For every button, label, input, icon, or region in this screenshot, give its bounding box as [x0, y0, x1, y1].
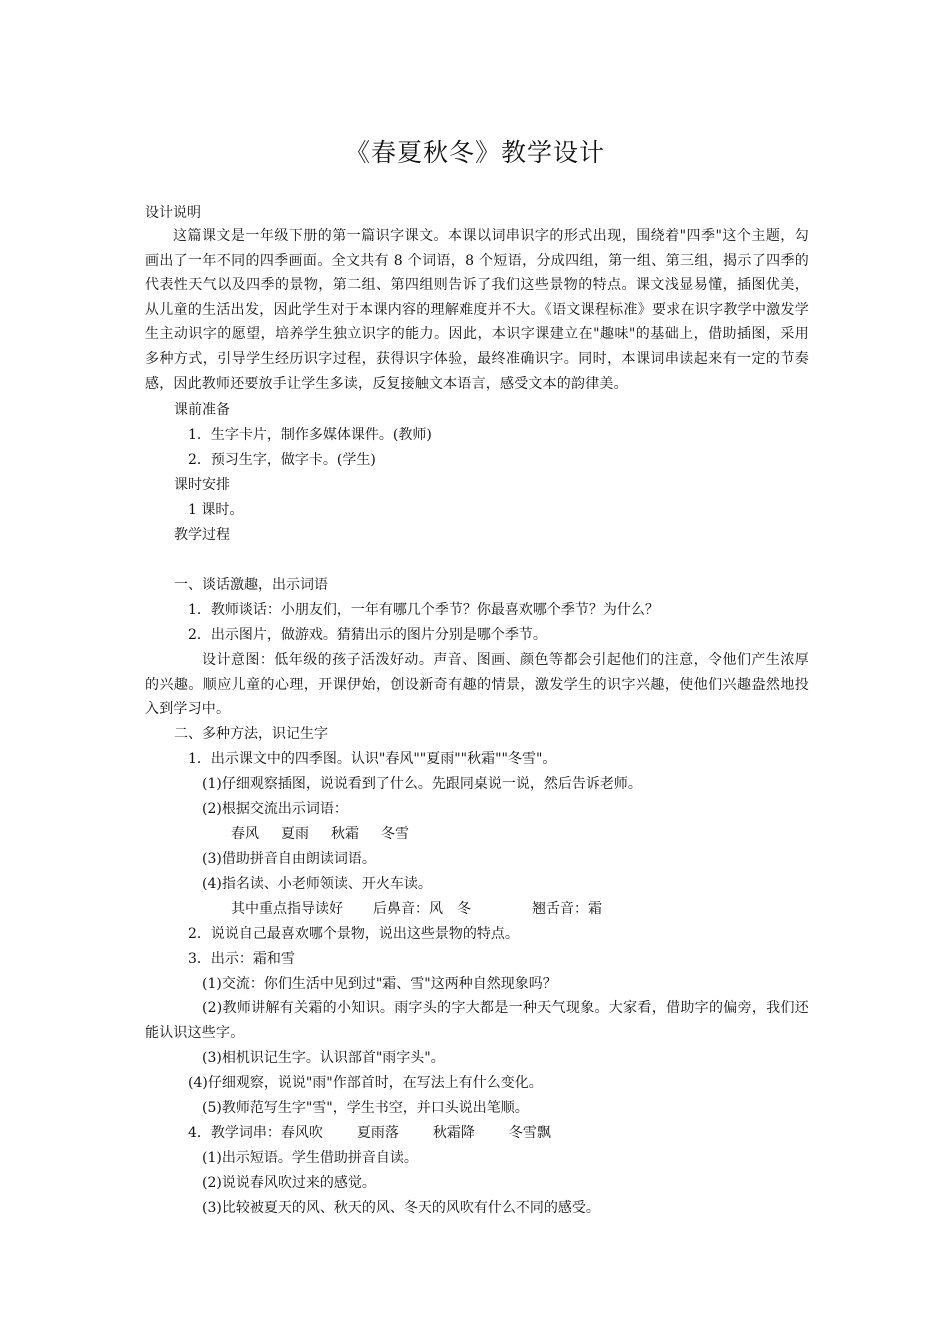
word-item: 春风 [231, 826, 259, 842]
part2-item-4c: (3)比较被夏天的风、秋天的风、冬天的风吹有什么不同的感受。 [202, 1200, 600, 1216]
phrase-item: 秋霜降 [432, 1125, 475, 1141]
document-title: 《春夏秋冬》教学设计 [344, 138, 605, 167]
focus-retroflex: 翘舌音：霜 [532, 901, 602, 917]
part2-item-1d: (4)指名读、小老师领读、开火车读。 [202, 876, 432, 892]
intro-paragraph: 这篇课文是一年级下册的第一篇识字课文。本课以词串识字的形式出现，围绕着"四季"这个主题，勾画出了一年不同的四季画面。全文共有 8 个词语，8 个短语，分成四组，第一组、第三组，揭示了四季的代表性天气以及四季的景物，第二组、第四组则告诉了我们这些景物的特点。课文浅显易懂，插图优美，从儿童的生活出发，因此学生对于本课内容的理解难度并不大。《语文课程标准》要求在识字教学中激发学生主动识字的愿望，培养学生独立识字的能力。因此，本识字课建立在"趣味"的基础上，借助插图，采用多种方式，引导学生经历识字过程，获得识字体验，最终准确识字。同时，本课词串读起来有一定的节奏感，因此教师还要放手让学生多读，反复接触文本语言，感受文本的韵律美。 [145, 228, 809, 392]
part2-item-2: 2．说说自己最喜欢哪个景物，说出这些景物的特点。 [188, 926, 519, 942]
word-item: 秋霜 [331, 826, 359, 842]
part2-item-1a: (1)仔细观察插图，说说看到了什么。先跟同桌说一说，然后告诉老师。 [202, 776, 642, 792]
section-heading-design-note: 设计说明 [145, 205, 201, 221]
word-item: 夏雨 [281, 826, 309, 842]
word-item: 冬雪 [381, 826, 409, 842]
design-intent-paragraph: 设计意图：低年级的孩子活泼好动。声音、图画、颜色等都会引起他们的注意，令他们产生浓厚的兴趣。顺应儿童的心理，开课伊始，创设新奇有趣的情景，激发学生的识字兴趣，使他们兴趣盎然地投入到学习中。 [145, 652, 809, 718]
phrase-item: 冬雪飘 [508, 1125, 551, 1141]
part2-item-4 [188, 1123, 551, 1143]
part2-item-3e: (5)教师范写生字"雪"，学生书空，并口头说出笔顺。 [202, 1100, 529, 1116]
part2-item-3c: (3)相机识记生字。认识部首"雨字头"。 [202, 1050, 445, 1066]
part1-item-2: 2．出示图片，做游戏。猜猜出示的图片分别是哪个季节。 [188, 627, 547, 643]
part2-item-3: 3．出示：霜和雪 [188, 951, 295, 967]
phrase-item: 春风吹 [280, 1125, 323, 1141]
prep-item-2: 2．预习生字，做字卡。(学生) [188, 452, 376, 468]
word-list [231, 824, 409, 844]
schedule-value: 1 课时。 [188, 502, 244, 518]
part1-heading: 一、谈话激趣，出示词语 [174, 577, 328, 593]
part1-item-1: 1．教师谈话：小朋友们，一年有哪几个季节？你最喜欢哪个季节？为什么？ [188, 602, 659, 618]
part2-item-4b: (2)说说春风吹过来的感觉。 [202, 1175, 376, 1191]
heading-process: 教学过程 [174, 527, 230, 543]
part2-item-4-label: 4．教学词串： [188, 1125, 281, 1141]
part2-item-4a: (1)出示短语。学生借助拼音自读。 [202, 1150, 418, 1166]
prep-item-1: 1．生字卡片，制作多媒体课件。(教师) [188, 427, 432, 443]
heading-schedule: 课时安排 [174, 477, 230, 493]
part2-item-1c: (3)借助拼音自由朗读词语。 [202, 851, 376, 867]
part2-item-1b: (2)根据交流出示词语： [202, 801, 348, 817]
part2-item-3a: (1)交流：你们生活中见到过"霜、雪"这两种自然现象吗？ [202, 976, 557, 992]
heading-prep: 课前准备 [174, 402, 230, 418]
part2-item-3d: (4)仔细观察，说说"雨"作部首时，在写法上有什么变化。 [188, 1075, 543, 1091]
phrase-item: 夏雨落 [356, 1125, 399, 1141]
part2-item-1: 1．出示课文中的四季图。认识"春风""夏雨""秋霜""冬雪"。 [188, 751, 557, 767]
focus-nasal: 后鼻音：风 冬 [373, 901, 471, 917]
part2-item-3b-paragraph: (2)教师讲解有关霜的小知识。雨字头的字大都是一种天气现象。大家看，借助字的偏旁，我们还能认识这些字。 [145, 1000, 809, 1041]
focus-label: 其中重点指导读好 [231, 901, 343, 917]
part2-heading: 二、多种方法，识记生字 [174, 726, 328, 742]
